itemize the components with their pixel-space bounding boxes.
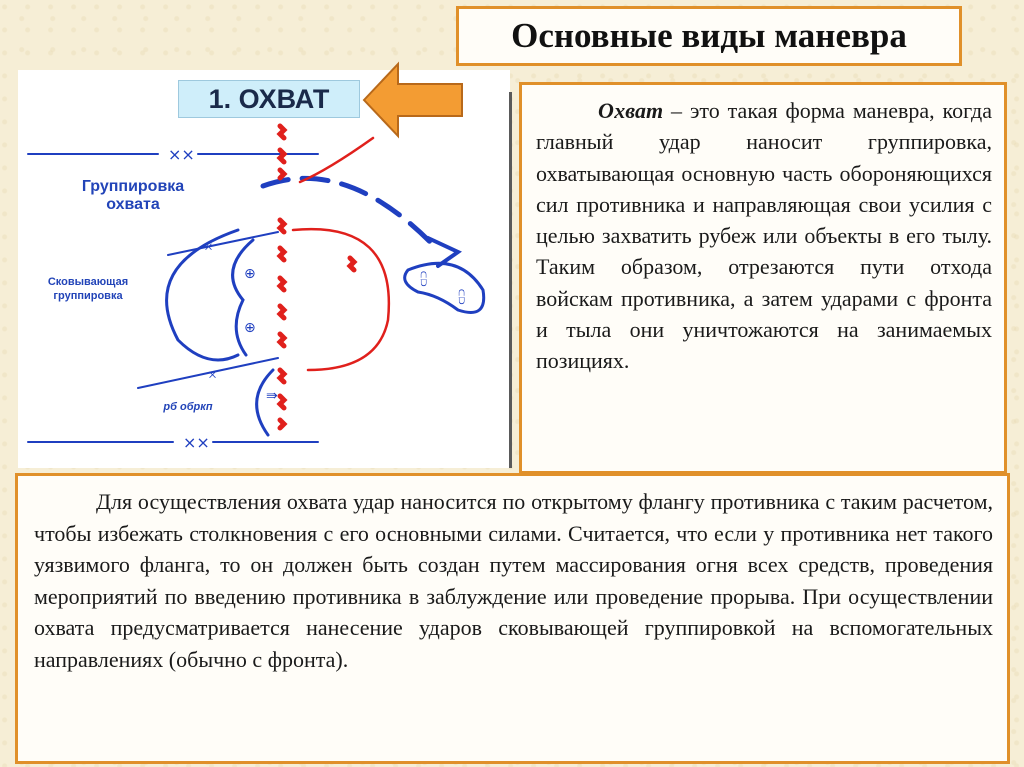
red-defense-arc bbox=[293, 229, 389, 370]
svg-text:×: × bbox=[208, 367, 218, 384]
slide-title: Основные виды маневра bbox=[511, 16, 907, 55]
svg-text:××: ×× bbox=[168, 145, 195, 164]
divider-line bbox=[509, 92, 512, 468]
label-enveloping-group: Группировка охвата bbox=[81, 178, 185, 213]
label-fixing-group-2: группировка bbox=[53, 290, 123, 302]
red-front-ticks bbox=[280, 126, 354, 428]
objective-area bbox=[405, 263, 484, 312]
label-fixing-group-1: Сковывающая bbox=[47, 276, 129, 288]
definition-box bbox=[519, 82, 1007, 474]
slide-title-box bbox=[456, 6, 962, 66]
svg-text:⩉: ⩉ bbox=[458, 287, 466, 306]
label-rb: рб обркп bbox=[163, 401, 213, 413]
svg-text:×: × bbox=[204, 239, 214, 256]
svg-text:××: ×× bbox=[183, 433, 210, 452]
svg-text:⊕: ⊕ bbox=[244, 266, 256, 282]
definition-term: Охват bbox=[598, 98, 664, 123]
pointer-arrow-icon bbox=[362, 58, 466, 142]
svg-text:⊕: ⊕ bbox=[244, 320, 256, 336]
explanation-box bbox=[15, 473, 1010, 764]
main-attack-arrow bbox=[263, 178, 438, 250]
explanation-text: Для осуществления охвата удар наносится по открытому флангу противника с таким расчетом, чтобы избежать столкновения с его основными силами. Считается, что если у противника нет такого уязвимого фланга, то он должен быть создан путем массирования огня всех средств, проведения мероприятий по введению противника в заблуждение или проведение прорыва. При осуществлении охвата предусматривается нанесение ударов сковывающей группировкой на вспомогательных направлениях (обычно с фронта). bbox=[34, 489, 993, 672]
svg-text:⇛: ⇛ bbox=[266, 388, 278, 404]
definition-paragraph bbox=[536, 95, 992, 377]
definition-text: – это такая форма маневра, когда главный удар наносит группировка, охватывающая основную часть обороняющихся сил противника и направляющая свои усилия с целью захватить рубеж или объекты в его тылу. Таким образом, отрезаются пути отхода войскам противника, а затем ударами с фронта и тыла они уничтожаются на занимаемых позициях. bbox=[536, 98, 992, 374]
svg-text:⩉: ⩉ bbox=[420, 269, 428, 288]
maneuver-tag: 1. ОХВАТ bbox=[178, 80, 360, 118]
